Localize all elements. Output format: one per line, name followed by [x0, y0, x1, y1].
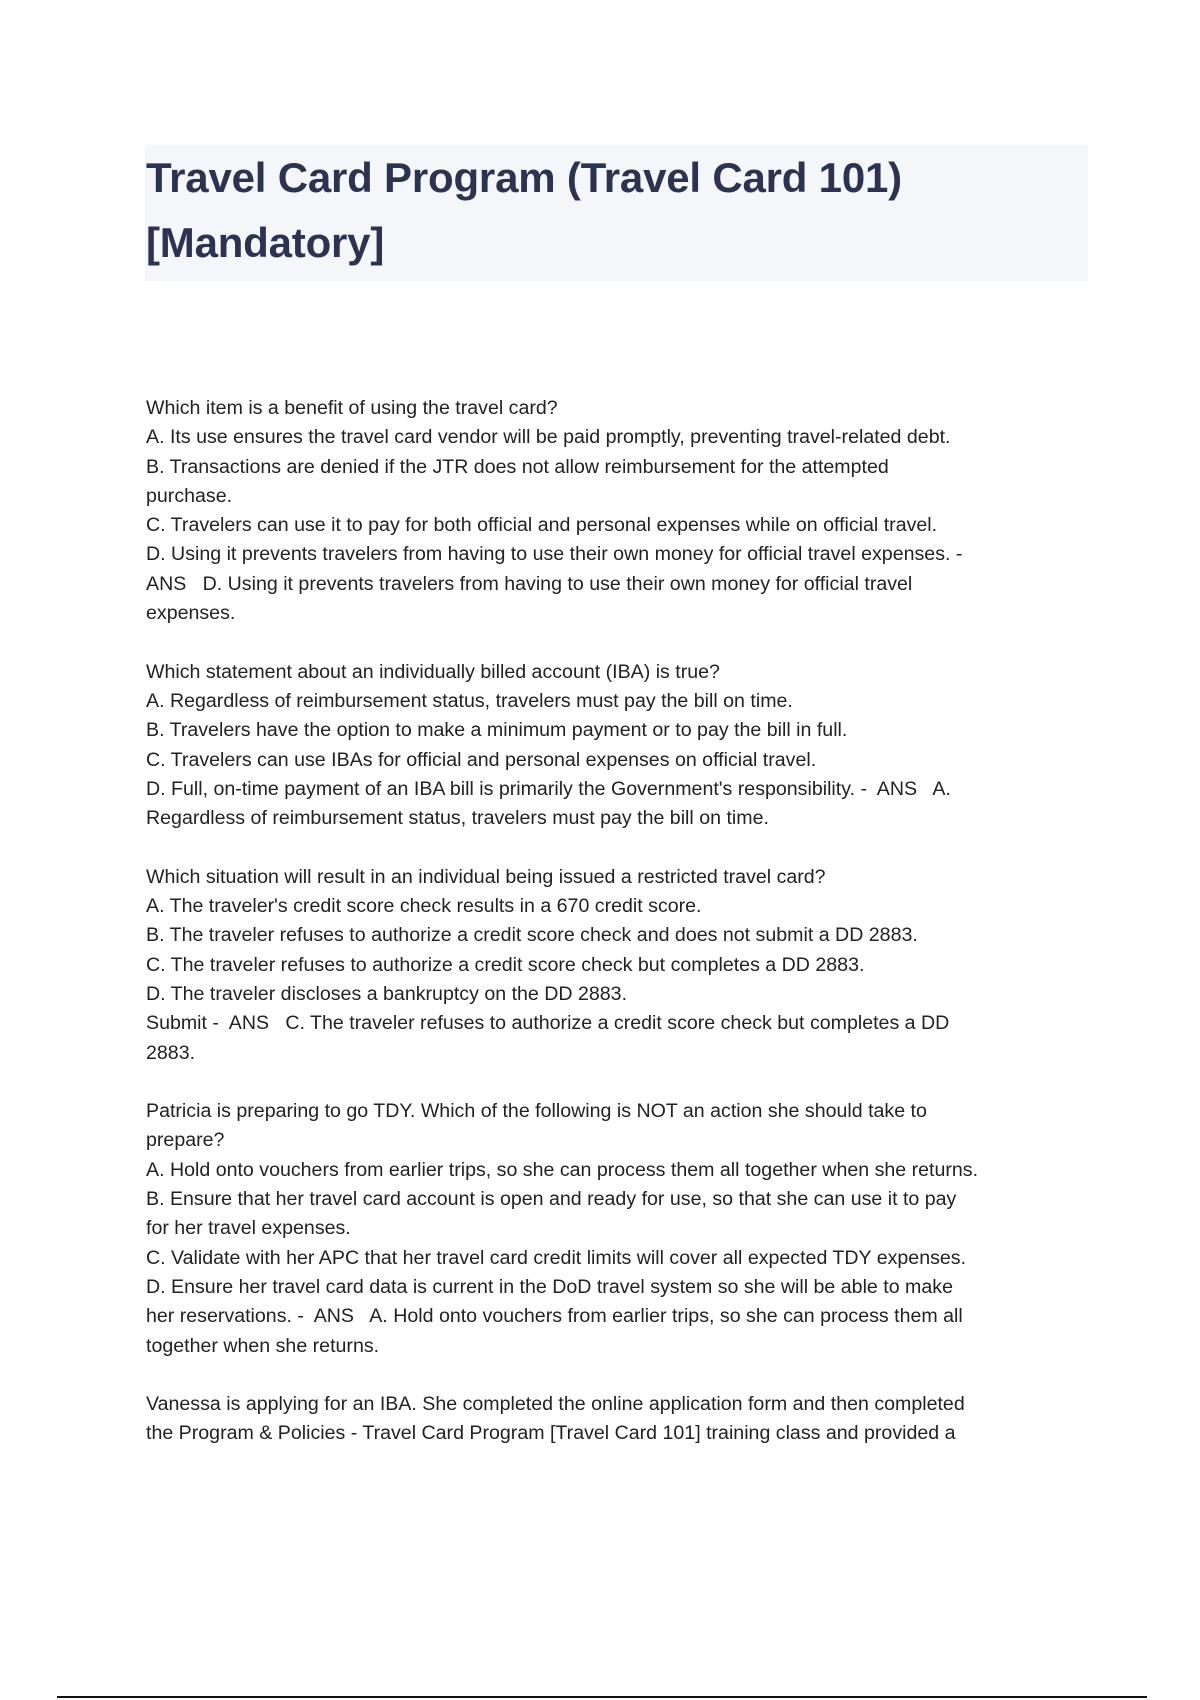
question-prompt: Patricia is preparing to go TDY. Which of the following is NOT an action she should take to — [146, 1100, 927, 1123]
option-b: B. Travelers have the option to make a minimum payment or to pay the bill in full. — [146, 719, 848, 742]
question-prompt: Which item is a benefit of using the travel card? — [146, 397, 558, 419]
option-a: A. Regardless of reimbursement status, travelers must pay the bill on time. — [146, 689, 793, 712]
question-text — [146, 658, 1096, 834]
question-text — [146, 394, 1096, 628]
option-d-with-answer: D. Full, on-time payment of an IBA bill is primarily the Government's responsibility. - ANS A. — [146, 777, 951, 800]
answer-text: ANS D. Using it prevents travelers from having to use their own money for official travel — [146, 572, 913, 595]
question-text — [146, 1390, 1096, 1449]
document-body — [146, 394, 1096, 1478]
option-c: C. Travelers can use IBAs for official and personal expenses on official travel. — [146, 748, 817, 771]
answer-text: Submit - ANS C. The traveler refuses to authorize a credit score check but completes a DD — [146, 1012, 950, 1035]
question-block-5 — [146, 1390, 1096, 1449]
option-b: B. The traveler refuses to authorize a credit score check and does not submit a DD 2883. — [146, 924, 918, 947]
option-c: C. The traveler refuses to authorize a credit score check but completes a DD 2883. — [146, 953, 865, 976]
option-d: D. Using it prevents travelers from having to use their own money for official travel expenses. - — [146, 543, 963, 566]
title-line-1: Travel Card Program (Travel Card 101) — [146, 154, 902, 201]
answer-text-cont: together when she returns. — [146, 1334, 380, 1357]
option-b: B. Ensure that her travel card account is open and ready for use, so that she can use it to pay — [146, 1188, 957, 1211]
question-prompt: Vanessa is applying for an IBA. She completed the online application form and then completed — [146, 1393, 965, 1416]
title-line-2: [Mandatory] — [146, 219, 385, 266]
option-c: C. Travelers can use it to pay for both official and personal expenses while on official travel. — [146, 514, 938, 537]
question-prompt-cont: prepare? — [146, 1129, 225, 1152]
option-a: A. The traveler's credit score check results in a 670 credit score. — [146, 895, 702, 918]
option-d: D. Ensure her travel card data is current in the DoD travel system so she will be able to make — [146, 1275, 953, 1298]
question-block-2 — [146, 658, 1096, 834]
option-b: B. Transactions are denied if the JTR does not allow reimbursement for the attempted — [146, 455, 889, 478]
question-text — [146, 863, 1096, 1068]
option-b-cont: purchase. — [146, 484, 233, 507]
option-c: C. Validate with her APC that her travel card credit limits will cover all expected TDY expenses. — [146, 1246, 967, 1269]
question-text — [146, 1097, 1096, 1361]
title-box — [145, 145, 1088, 281]
answer-text-cont: Regardless of reimbursement status, travelers must pay the bill on time. — [146, 807, 769, 830]
question-prompt: Which situation will result in an individual being issued a restricted travel card? — [146, 865, 826, 888]
page-footer-divider — [57, 1696, 1147, 1698]
question-block-1 — [146, 394, 1096, 628]
option-a: A. Hold onto vouchers from earlier trips, so she can process them all together when she returns. — [146, 1158, 979, 1181]
answer-text-cont: expenses. — [146, 602, 236, 625]
page-title — [145, 145, 1088, 275]
question-prompt: Which statement about an individually billed account (IBA) is true? — [146, 660, 720, 683]
question-block-4 — [146, 1097, 1096, 1361]
option-d: D. The traveler discloses a bankruptcy on the DD 2883. — [146, 982, 628, 1005]
option-b-cont: for her travel expenses. — [146, 1217, 351, 1240]
option-d-with-answer: her reservations. - ANS A. Hold onto vouchers from earlier trips, so she can process them all — [146, 1305, 963, 1328]
question-prompt-cont: the Program & Policies - Travel Card Program [Travel Card 101] training class and provided a — [146, 1422, 956, 1445]
answer-text-cont: 2883. — [146, 1041, 196, 1064]
option-a: A. Its use ensures the travel card vendor will be paid promptly, preventing travel-related debt. — [146, 426, 951, 449]
question-block-3 — [146, 863, 1096, 1068]
